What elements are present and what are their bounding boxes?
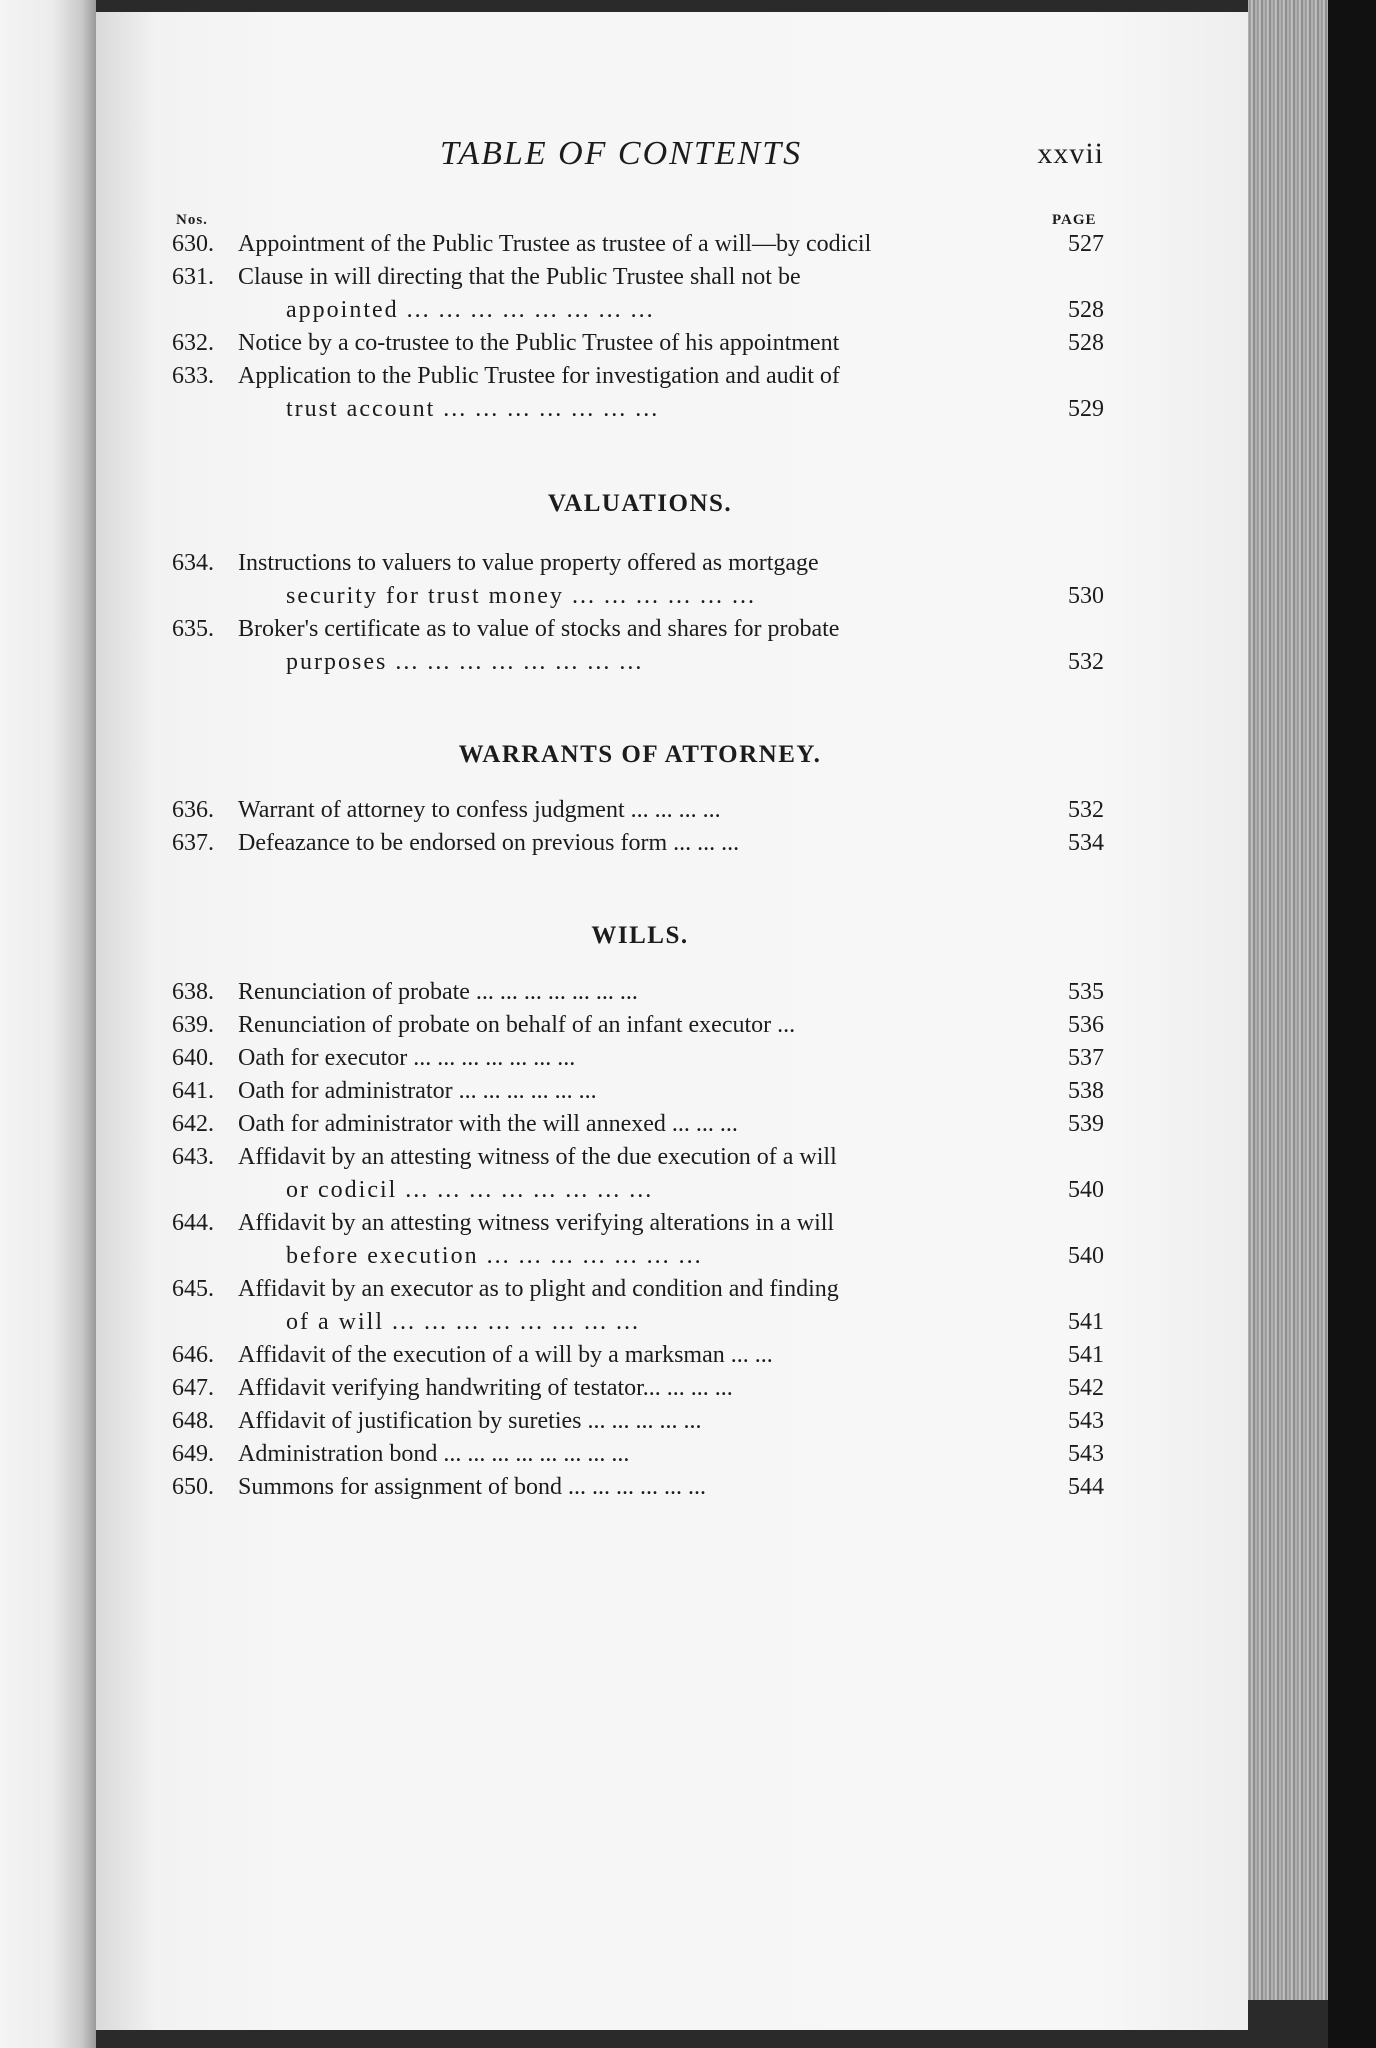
entry-number: 650. [172, 1474, 214, 1500]
entry-number: 641. [172, 1078, 214, 1104]
entry-page: 532 [1068, 797, 1104, 823]
entry-page: 532 [1068, 649, 1104, 675]
entry-page: 534 [1068, 830, 1104, 856]
entry-page: 543 [1068, 1441, 1104, 1467]
entry-number: 640. [172, 1045, 214, 1071]
entry-number: 647. [172, 1375, 214, 1401]
entry-title: Affidavit by an attesting witness verifying alterations in a will [238, 1210, 835, 1236]
entry-title-continued: appointed ... ... ... ... ... ... ... ... [286, 297, 655, 323]
entry-page: 535 [1068, 979, 1104, 1005]
entry-title: Affidavit by an executor as to plight and condition and finding [238, 1276, 839, 1302]
column-head-nos: Nos. [176, 212, 208, 228]
page-header [440, 135, 1104, 175]
entry-number: 630. [172, 231, 214, 257]
entry-title: Affidavit by an attesting witness of the due execution of a will [238, 1144, 837, 1170]
section-heading-wills: WILLS. [591, 922, 689, 949]
column-head-page: PAGE [1052, 212, 1097, 228]
entry-page: 536 [1068, 1012, 1104, 1038]
entry-number: 635. [172, 616, 214, 642]
entry-page: 530 [1068, 583, 1104, 609]
entry-title: Affidavit verifying handwriting of testator... ... ... ... [238, 1375, 733, 1401]
entry-title: Defeazance to be endorsed on previous form ... ... ... [238, 830, 740, 856]
entry-page: 544 [1068, 1474, 1104, 1500]
entry-title: Oath for administrator with the will annexed ... ... ... [238, 1111, 738, 1137]
entry-title-continued: of a will ... ... ... ... ... ... ... ... [286, 1309, 640, 1335]
entry-page: 540 [1068, 1177, 1104, 1203]
entry-title: Affidavit of the execution of a will by a marksman ... ... [238, 1342, 773, 1368]
entry-number: 637. [172, 830, 214, 856]
section-heading-warrants-of-attorney: WARRANTS OF ATTORNEY. [458, 741, 822, 768]
entry-number: 632. [172, 330, 214, 356]
entry-page: 527 [1068, 231, 1104, 257]
entry-title: Renunciation of probate on behalf of an infant executor ... [238, 1012, 796, 1038]
entry-title: Clause in will directing that the Public Trustee shall not be [238, 264, 801, 290]
entry-page: 543 [1068, 1408, 1104, 1434]
entry-number: 644. [172, 1210, 214, 1236]
entry-number: 642. [172, 1111, 214, 1137]
entry-number: 638. [172, 979, 214, 1005]
entry-number: 649. [172, 1441, 214, 1467]
entry-page: 539 [1068, 1111, 1104, 1137]
entry-title: Broker's certificate as to value of stocks and shares for probate [238, 616, 840, 642]
entry-number: 631. [172, 264, 214, 290]
entry-page: 528 [1068, 330, 1104, 356]
entry-page: 541 [1068, 1342, 1104, 1368]
entry-title: Appointment of the Public Trustee as trustee of a will—by codicil [238, 231, 872, 257]
entry-page: 538 [1068, 1078, 1104, 1104]
entry-title: Oath for administrator ... ... ... ... ... ... [238, 1078, 597, 1104]
binding-shadow [1328, 0, 1376, 2048]
entry-title: Affidavit of justification by sureties ... ... ... ... ... [238, 1408, 702, 1434]
entry-title: Summons for assignment of bond ... ... ... ... ... ... [238, 1474, 706, 1500]
page-edges [1248, 0, 1328, 2000]
entry-number: 634. [172, 550, 214, 576]
entry-page: 540 [1068, 1243, 1104, 1269]
entry-number: 648. [172, 1408, 214, 1434]
entry-page: 529 [1068, 396, 1104, 422]
entry-page: 537 [1068, 1045, 1104, 1071]
entry-title-continued: purposes ... ... ... ... ... ... ... ... [286, 649, 644, 675]
entry-title-continued: security for trust money ... ... ... ... ... ... [286, 583, 756, 609]
entry-number: 636. [172, 797, 214, 823]
entry-number: 646. [172, 1342, 214, 1368]
entry-title: Renunciation of probate ... ... ... ... ... ... ... [238, 979, 638, 1005]
folio-number: xxvii [1037, 137, 1104, 170]
entry-title-continued: before execution ... ... ... ... ... ... ... [286, 1243, 703, 1269]
entry-title: Administration bond ... ... ... ... ... ... ... ... [238, 1441, 630, 1467]
entry-title: Warrant of attorney to confess judgment ... ... ... ... [238, 797, 721, 823]
entry-page: 528 [1068, 297, 1104, 323]
entry-title: Oath for executor ... ... ... ... ... ... ... [238, 1045, 576, 1071]
entry-number: 645. [172, 1276, 214, 1302]
section-heading-valuations: VALUATIONS. [547, 490, 733, 517]
entry-number: 643. [172, 1144, 214, 1170]
entry-page: 541 [1068, 1309, 1104, 1335]
running-title: TABLE OF CONTENTS [440, 135, 803, 172]
facing-page [0, 0, 96, 2048]
entry-title: Notice by a co-trustee to the Public Trustee of his appointment [238, 330, 840, 356]
entry-number: 639. [172, 1012, 214, 1038]
entry-page: 542 [1068, 1375, 1104, 1401]
entry-number: 633. [172, 363, 214, 389]
entry-title: Application to the Public Trustee for investigation and audit of [238, 363, 840, 389]
entry-title: Instructions to valuers to value property offered as mortgage [238, 550, 819, 576]
entry-title-continued: trust account ... ... ... ... ... ... ... [286, 396, 660, 422]
entry-title-continued: or codicil ... ... ... ... ... ... ... ... [286, 1177, 654, 1203]
